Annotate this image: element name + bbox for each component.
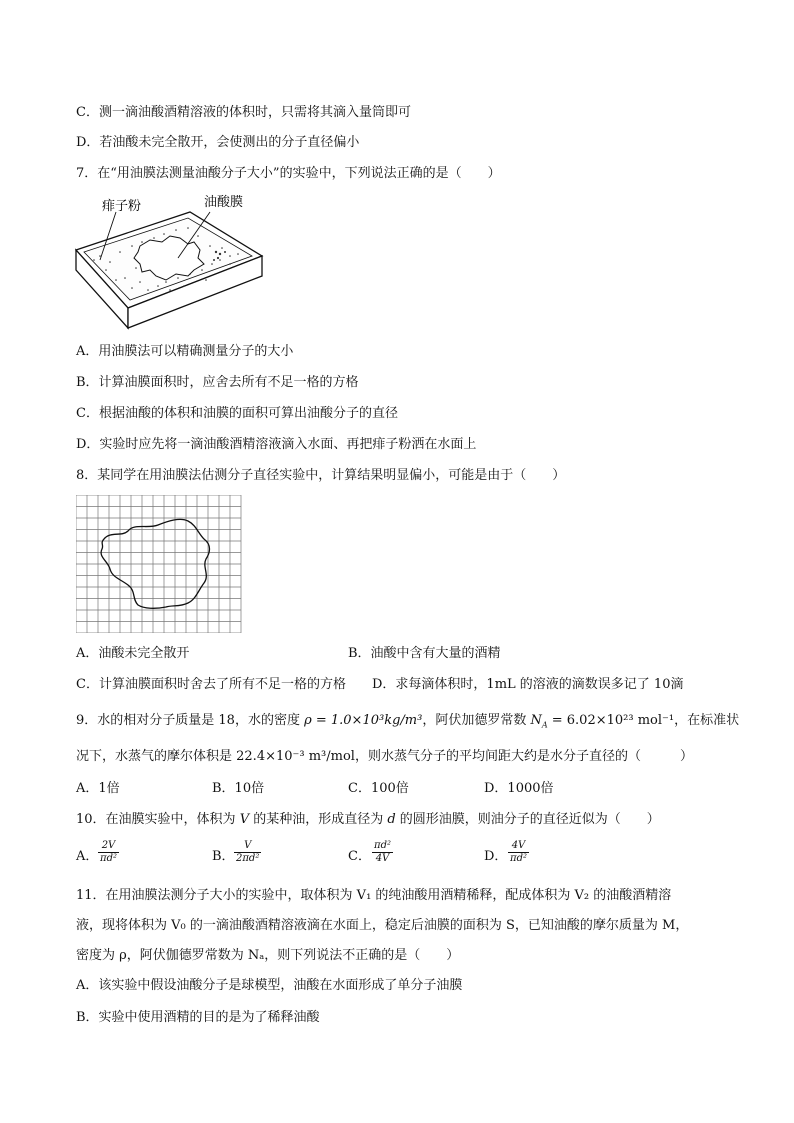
q10-a-numerator: 2V	[98, 840, 119, 853]
q8-option-c: C．计算油膜面积时舍去了所有不足一格的方格	[76, 677, 346, 692]
q10-b-numerator: V	[234, 840, 261, 853]
q6-option-d: D．若油酸未完全散开，会使测出的分子直径偏小	[76, 135, 360, 150]
label-oil-film: 油酸膜	[204, 195, 244, 210]
q10-c-denominator: 4V	[375, 853, 390, 864]
q10-option-d-fraction	[508, 840, 529, 865]
q9-stem-line2	[76, 748, 693, 766]
q9-avogadro-sub: A	[541, 720, 548, 730]
q10-option-c-label: C．	[348, 849, 371, 864]
q10-var-d: d	[387, 812, 396, 827]
q11-stem-line3: 密度为 ρ，阿伏伽德罗常数为 Nₐ，则下列说法不正确的是（ ）	[76, 948, 460, 963]
q10-a-denominator: πd²	[100, 853, 117, 864]
grid-lines	[76, 495, 241, 633]
q10-text-c: 的圆形油膜，则油分子的直径近似为（ ）	[395, 812, 660, 827]
q9-option-a: A．1倍	[76, 781, 120, 796]
q7-option-c: C．根据油酸的体积和油膜的面积可算出油酸分子的直径	[76, 406, 398, 421]
q10-b-denominator: 2πd²	[236, 853, 260, 864]
q9-density: ρ = 1.0×10³kg/m³	[304, 713, 423, 728]
q7-stem: 7．在“用油膜法测量油酸分子大小”的实验中，下列说法正确的是（ ）	[76, 166, 501, 181]
q11-option-b: B．实验中使用酒精的目的是为了稀释油酸	[76, 1010, 320, 1025]
q10-var-v: V	[239, 812, 250, 827]
q8-option-a: A．油酸未完全散开	[76, 646, 190, 661]
q9-text-c: ，在标准状	[674, 713, 740, 728]
q9-text-d: 况下，水蒸气的摩尔体积是	[76, 749, 237, 764]
q10-option-c-fraction	[372, 840, 393, 865]
q11-stem-line1: 11．在用油膜法测分子大小的实验中，取体积为 V₁ 的纯油酸用酒精稀释，配成体积为 V₂ 的油酸酒精溶	[76, 888, 672, 903]
q10-text-b: 的某种油，形成直径为	[249, 812, 388, 827]
q9-stem-line1	[76, 712, 739, 735]
q9-avogadro-symbol: N	[530, 713, 542, 728]
q10-option-b-label: B．	[212, 849, 235, 864]
q10-option-a-fraction	[98, 840, 119, 865]
q10-option-d-label: D．	[484, 849, 508, 864]
oil-film-tray-figure	[70, 190, 270, 338]
q9-option-c: C．100倍	[348, 781, 409, 796]
q9-text-a: 9．水的相对分子质量是 18，水的密度	[76, 713, 305, 728]
label-powder: 痱子粉	[102, 199, 142, 214]
q7-option-a: A．用油膜法可以精确测量分子的大小	[76, 344, 294, 359]
q9-text-b: ，阿伏加德罗常数	[422, 713, 531, 728]
q10-option-a-label: A．	[76, 849, 99, 864]
q8-stem: 8．某同学在用油膜法估测分子直径实验中，计算结果明显偏小，可能是由于（ ）	[76, 468, 566, 483]
q10-text-a: 10．在油膜实验中，体积为	[76, 812, 240, 827]
q11-stem-line2: 液，现将体积为 V₀ 的一滴油酸酒精溶液滴在水面上，稳定后油膜的面积为 S，已知油酸的摩尔质量为 M，	[76, 918, 689, 933]
q9-option-b: B．10倍	[212, 781, 265, 796]
q8-option-b: B．油酸中含有大量的酒精	[348, 646, 501, 661]
q9-option-d: D．1000倍	[484, 781, 554, 796]
q8-option-d: D．求每滴体积时，1mL 的溶液的滴数误多记了 10滴	[372, 677, 684, 692]
q7-option-b: B．计算油膜面积时，应舍去所有不足一格的方格	[76, 375, 359, 390]
q10-d-denominator: πd²	[510, 853, 527, 864]
q9-avogadro-value: = 6.02×10²³ mol⁻¹	[547, 713, 675, 728]
q10-d-numerator: 4V	[508, 840, 529, 853]
q10-option-b-fraction	[234, 840, 261, 865]
q9-molar-volume: 22.4×10⁻³ m³/mol	[236, 749, 355, 764]
grid-oil-film-figure	[76, 495, 242, 633]
q7-option-d: D．实验时应先将一滴油酸酒精溶液滴入水面、再把痱子粉洒在水面上	[76, 437, 477, 452]
q10-options	[76, 840, 716, 872]
q6-option-c: C．测一滴油酸酒精溶液的体积时，只需将其滴入量筒即可	[76, 105, 411, 120]
q10-c-numerator: πd²	[374, 840, 391, 851]
q10-stem	[76, 811, 660, 829]
q11-option-a: A．该实验中假设油酸分子是球模型，油酸在水面形成了单分子油膜	[76, 978, 463, 993]
q9-text-e: ，则水蒸气分子的平均间距大约是水分子直径的（ ）	[354, 749, 693, 764]
